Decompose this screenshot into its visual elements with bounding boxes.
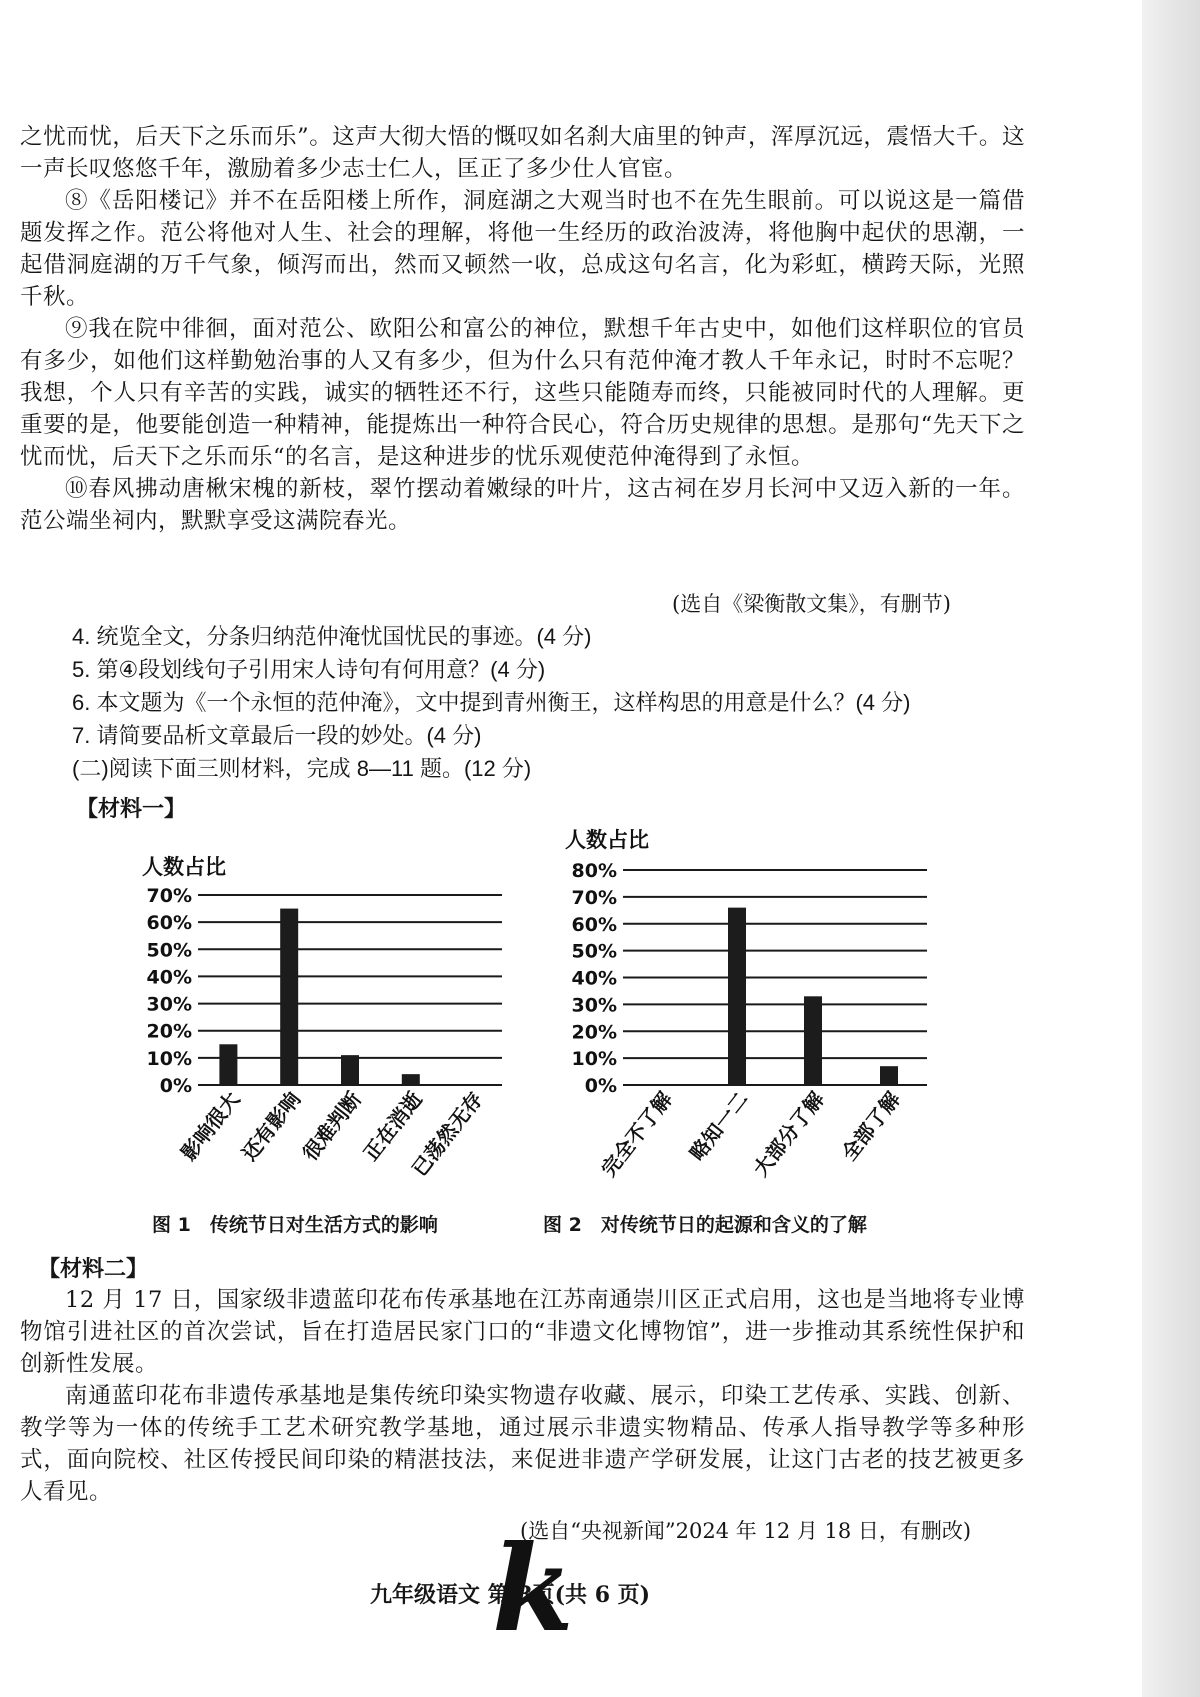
y-tick-label: 70% [571, 886, 617, 909]
material-two-paragraph-1: 12 月 17 日，国家级非遗蓝印花布传承基地在江苏南通崇川区正式启用，这也是当地将专业博物馆引进社区的首次尝试，旨在打造居民家门口的“非遗文化博物馆”，进一步推动其系统性保护和创新性发展。 [20, 1287, 1025, 1377]
y-tick-label: 0% [584, 1075, 617, 1097]
y-tick-label: 80% [571, 860, 617, 882]
y-tick-label: 60% [571, 913, 617, 936]
page-edge-shadow [1142, 0, 1200, 1697]
y-axis-title: 人数占比 [142, 855, 226, 879]
material-two-source: (选自“央视新闻”2024 年 12 月 18 日，有删改) [520, 1519, 972, 1543]
bar [402, 1074, 420, 1085]
y-tick-label: 50% [571, 940, 617, 963]
paragraph-10: ⑩春风拂动唐楸宋槐的新枝，翠竹摆动着嫩绿的叶片，这古祠在岁月长河中又迈入新的一年。范公端坐祠内，默默享受这满院春光。 [20, 476, 1025, 534]
y-tick-label: 40% [146, 966, 192, 989]
chart-figure-1 [120, 850, 520, 1190]
material-two-text [20, 1284, 1025, 1508]
figure-1-caption: 图 1 传统节日对生活方式的影响 [152, 1214, 438, 1236]
y-tick-label: 30% [146, 993, 192, 1016]
article-text [20, 121, 1025, 537]
x-category-label: 很难判断 [297, 1087, 366, 1166]
y-axis-title: 人数占比 [565, 828, 649, 852]
bar [280, 909, 298, 1085]
question-4: 4. 统览全文，分条归纳范仲淹忧国忧民的事迹。(4 分) [72, 624, 592, 649]
question-5: 5. 第④段划线句子引用宋人诗句有何用意？(4 分) [72, 657, 546, 682]
material-two-label: 【材料二】 [38, 1256, 149, 1281]
x-category-label: 全部了解 [836, 1087, 905, 1166]
chart-figure-2 [545, 825, 945, 1190]
x-category-label: 正在消逝 [358, 1087, 427, 1166]
y-tick-label: 20% [146, 1020, 192, 1043]
x-category-label: 影响很大 [176, 1087, 245, 1166]
k-watermark-logo: k [492, 1519, 574, 1658]
section-two-heading: (二)阅读下面三则材料，完成 8—11 题。(12 分) [72, 756, 532, 781]
bar [880, 1066, 898, 1085]
bar [728, 908, 746, 1085]
x-category-label: 完全不了解 [596, 1087, 677, 1181]
y-tick-label: 0% [159, 1075, 192, 1097]
paragraph-7-tail: 之忧而忧，后天下之乐而乐”。这声大彻大悟的慨叹如名刹大庙里的钟声，浑厚沉远，震悟大千。这一声长叹悠悠千年，激励着多少志士仁人，匡正了多少仕人官宦。 [20, 124, 1025, 182]
y-tick-label: 70% [146, 885, 192, 907]
paragraph-9: ⑨我在院中徘徊，面对范公、欧阳公和富公的神位，默想千年古史中，如他们这样职位的官员有多少，如他们这样勤勉治事的人又有多少，但为什么只有范仲淹才教人千年永记，时时不忘呢？我想，个人只有辛苦的实践，诚实的牺牲还不行，这些只能随寿而终，只能被同时代的人理解。更重要的是，他要能创造一种精神，能提炼出一种符合民心，符合历史规律的思想。是那句“先天下之忧而忧，后天下之乐而乐“的名言，是这种进步的忧乐观使范仲淹得到了永恒。 [20, 316, 1025, 470]
y-tick-label: 30% [571, 994, 617, 1017]
x-category-label: 已荡然无存 [407, 1087, 488, 1181]
y-tick-label: 60% [146, 912, 192, 935]
y-tick-label: 10% [571, 1048, 617, 1071]
article-source: (选自《梁衡散文集》，有删节) [672, 592, 951, 616]
x-category-label: 略知一二 [684, 1087, 753, 1166]
x-category-label: 还有影响 [236, 1087, 306, 1166]
y-tick-label: 40% [571, 967, 617, 990]
bar [341, 1055, 359, 1085]
x-category-label: 大部分了解 [748, 1087, 829, 1181]
question-6: 6. 本文题为《一个永恒的范仲淹》，文中提到青州衡王，这样构思的用意是什么？(4 分) [72, 690, 911, 715]
y-tick-label: 50% [146, 939, 192, 962]
bar [219, 1044, 237, 1085]
figure-2-caption: 图 2 对传统节日的起源和含义的了解 [543, 1214, 867, 1236]
page-footer: 九年级语文 第 3页(共 6 页) [370, 1582, 651, 1608]
y-tick-label: 10% [146, 1047, 192, 1070]
question-7: 7. 请简要品析文章最后一段的妙处。(4 分) [72, 723, 482, 748]
paragraph-8: ⑧《岳阳楼记》并不在岳阳楼上所作，洞庭湖之大观当时也不在先生眼前。可以说这是一篇借题发挥之作。范公将他对人生、社会的理解，将他一生经历的政治波涛，将他胸中起伏的思潮，一起借洞庭湖的万千气象，倾泻而出，然而又顿然一收，总成这句名言，化为彩虹，横跨天际，光照千秋。 [20, 188, 1025, 310]
material-two-paragraph-2: 南通蓝印花布非遗传承基地是集传统印染实物遗存收藏、展示，印染工艺传承、实践、创新、教学等为一体的传统手工艺术研究教学基地，通过展示非遗实物精品、传承人指导教学等多种形式，面向院校、社区传授民间印染的精湛技法，来促进非遗产学研发展，让这门古老的技艺被更多人看见。 [20, 1383, 1025, 1505]
bar [804, 996, 822, 1085]
y-tick-label: 20% [571, 1021, 617, 1044]
material-one-label: 【材料一】 [76, 796, 187, 821]
